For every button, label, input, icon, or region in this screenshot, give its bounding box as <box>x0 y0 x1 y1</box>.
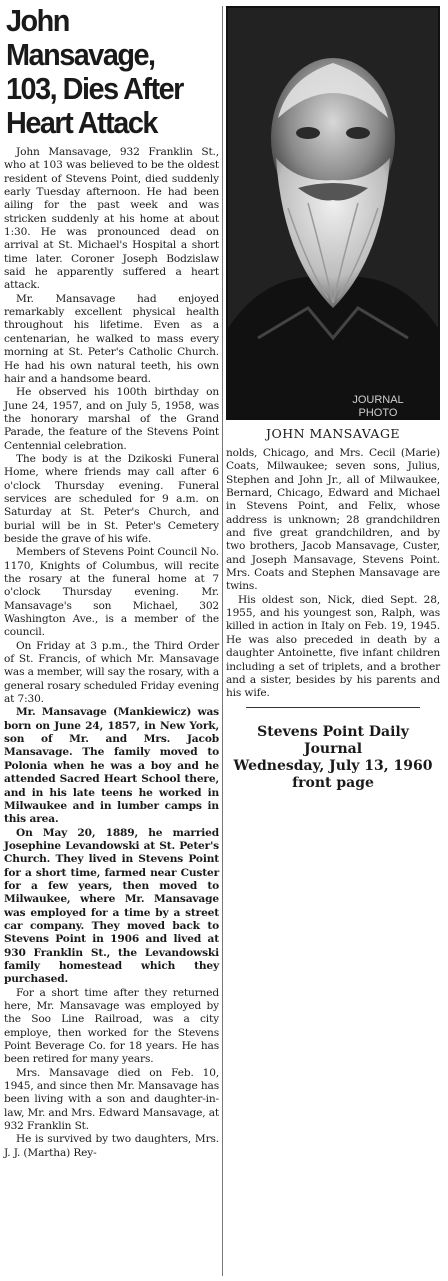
headline-line-1: John Mansavage, <box>6 3 155 72</box>
paragraph: Mr. Mansavage (Mankiewicz) was born on June 24, 1857, in New York, son of Mr. and Mrs. Jacob Mansavage. The family moved to Polonia when he was a boy and he attended Sacred Heart School there, and in his late teens he worked in Milwaukee and in lumber camps in this area. <box>4 706 219 826</box>
photo-credit-line-2: PHOTO <box>358 407 398 418</box>
photo-caption: JOHN MANSAVAGE <box>265 426 401 441</box>
headline-line-2: 103, Dies After <box>6 71 183 106</box>
portrait-image <box>228 8 438 418</box>
paragraph: The body is at the Dzikoski Funeral Home, where friends may call after 6 o'clock Thursday evening. Funeral services are scheduled for 9 a.m. on Saturday at St. Peter's Church, and burial will be in St. Peter's Cemetery beside the grave of his wife. <box>4 452 219 545</box>
paragraph: John Mansavage, 932 Franklin St., who at 103 was believed to be the oldest resident of Stevens Point, died suddenly early Tuesday afternoon. He had been ailing for the past week and was stricken suddenly at his home at about 1:30. He was pronounced dead on arrival at St. Michael's Hospital a short time later. Coroner Joseph Bodzislaw said he apparently suffered a heart attack. <box>4 146 219 292</box>
source-line-3: front page <box>292 774 374 791</box>
source-line-1: Stevens Point Daily Journal <box>257 723 409 757</box>
paragraph: nolds, Chicago, and Mrs. Cecil (Marie) Coats, Milwaukee; seven sons, Julius, Stephen and John Jr., all of Milwaukee, Bernard, Chicago, Edward and Michael in Stevens Point, and Felix, whose address is unknown; 28 grandchildren and five great grandchildren, and by two brothers, Jacob Mansavage, Custer, and Joseph Mansavage, Stevens Point. Mrs. Coats and Stephen Mansavage are twins. <box>226 447 440 593</box>
paragraph: He observed his 100th birthday on June 24, 1957, and on July 5, 1958, was the honorary marshal of the Grand Parade, the feature of the Stevens Point Centennial celebration. <box>4 386 219 452</box>
paragraph: On Friday at 3 p.m., the Third Order of St. Francis, of which Mr. Mansavage was a member, will say the rosary, with a general rosary scheduled Friday evening at 7:30. <box>4 639 219 706</box>
paragraph: Mr. Mansavage had enjoyed remarkably excellent physical health throughout his lifetime. Even as a centenarian, he walked to mass every morning at St. Peter's Catholic Church. He had his own natural teeth, his own hair and a handsome beard. <box>4 292 219 385</box>
paragraph: On May 20, 1889, he married Josephine Levandowski at St. Peter's Church. They lived in Stevens Point for a short time, farmed near Custer for a few years, then moved to Milwaukee, where Mr. Mansavage was employed for a time by a street car company. They moved back to Stevens Point in 1906 and lived at 930 Franklin St., the Levandowski family homestead which they purchased. <box>4 826 219 986</box>
photo-credit-line-1: JOURNAL <box>352 394 404 406</box>
divider <box>246 707 420 708</box>
source-citation <box>226 724 440 792</box>
paragraph: Mrs. Mansavage died on Feb. 10, 1945, and since then Mr. Mansavage has been living with a son and daughter-in-law, Mr. and Mrs. Edward Mansavage, at 932 Franklin St. <box>4 1066 219 1133</box>
headline-line-3: Heart Attack <box>6 105 157 140</box>
portrait-photo <box>226 6 440 420</box>
paragraph: His oldest son, Nick, died Sept. 28, 1955, and his youngest son, Ralph, was killed in action in Italy on Feb. 19, 1945. He was also preceded in death by a daughter Antoinette, five infant children including a set of triplets, and a brother and a sister, besides by his parents and his wife. <box>226 593 440 700</box>
column-divider <box>222 6 223 1276</box>
paragraph: He is survived by two daughters, Mrs. J. J. (Martha) Rey- <box>4 1133 219 1159</box>
paragraph: For a short time after they returned here, Mr. Mansavage was employed by the Soo Line Railroad, was a city employe, then worked for the Stevens Point Beverage Co. for 18 years. He has been retired for many years. <box>4 986 219 1066</box>
article-column-right <box>226 6 440 792</box>
source-line-2: Wednesday, July 13, 1960 <box>233 757 433 774</box>
headline <box>6 4 222 140</box>
article-column-left <box>4 4 219 1160</box>
paragraph: Members of Stevens Point Council No. 1170, Knights of Columbus, will recite the rosary at the funeral home at 7 o'clock Thursday evening. Mr. Mansavage's son Michael, 302 Washington Ave., is a member of the council. <box>4 546 219 639</box>
